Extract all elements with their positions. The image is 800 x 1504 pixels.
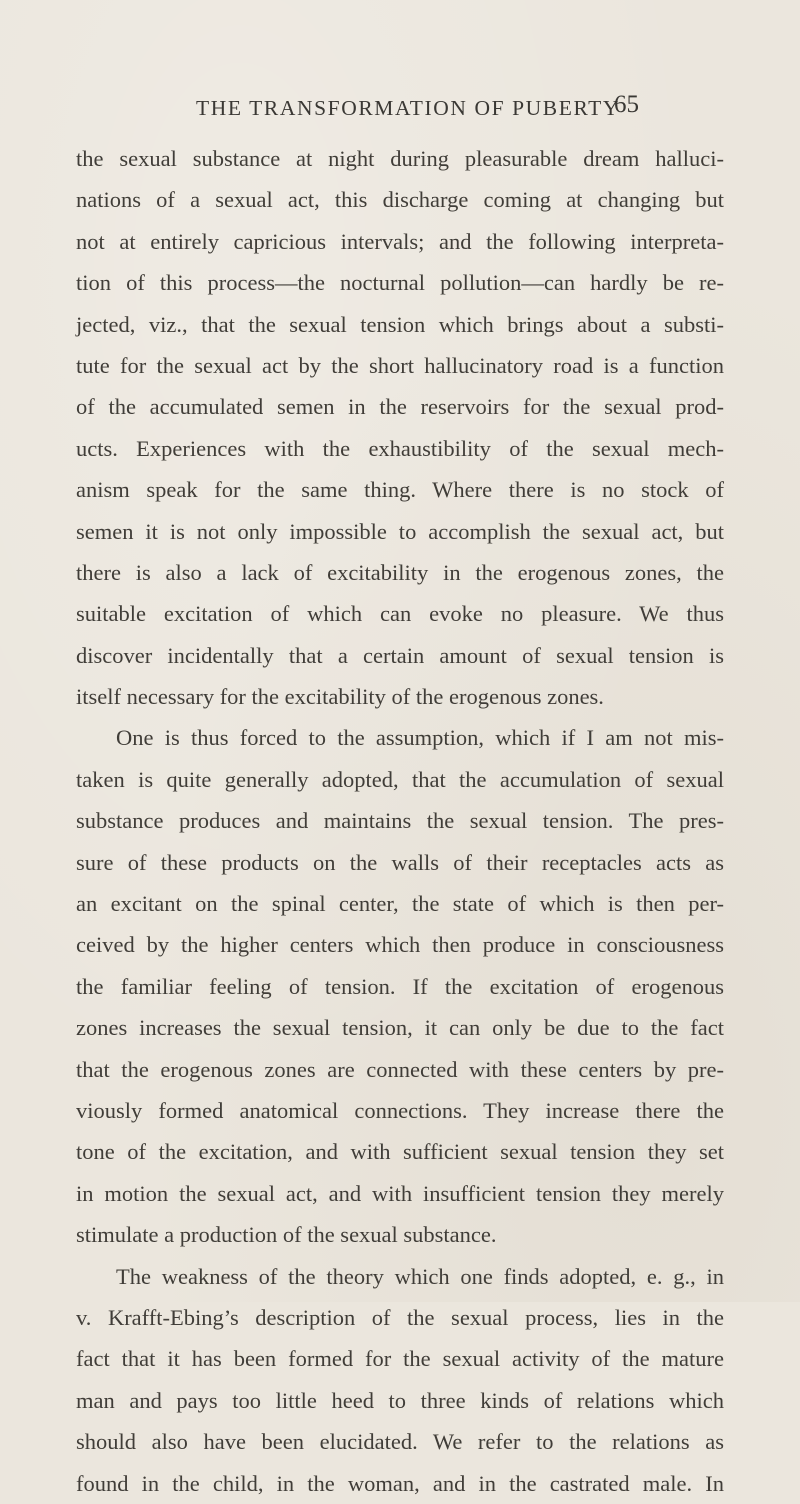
text-line: should also have been elucidated. We refer to the relations as	[76, 1429, 724, 1455]
text-line: in motion the sexual act, and with insufficient tension they merely	[76, 1180, 724, 1206]
body-text	[76, 138, 724, 1504]
text-line: ceived by the higher centers which then produce in consciousness	[76, 932, 724, 958]
text-line: of the accumulated semen in the reservoirs for the sexual prod-	[76, 394, 724, 420]
text-line: there is also a lack of excitability in the erogenous zones, the	[76, 559, 724, 585]
text-line: ucts. Experiences with the exhaustibility of the sexual mech-	[76, 435, 724, 461]
text-line: v. Krafft-Ebing’s description of the sexual process, lies in the	[76, 1304, 724, 1330]
text-line: fact that it has been formed for the sexual activity of the mature	[76, 1346, 724, 1372]
text-line: anism speak for the same thing. Where there is no stock of	[76, 477, 724, 503]
text-line: an excitant on the spinal center, the state of which is then per-	[76, 891, 724, 917]
text-line: tone of the excitation, and with sufficient sexual tension they set	[76, 1139, 724, 1165]
text-line: taken is quite generally adopted, that the accumulation of sexual	[76, 766, 724, 792]
text-line: not at entirely capricious intervals; and the following interpreta-	[76, 228, 724, 254]
text-line: itself necessary for the excitability of the erogenous zones.	[76, 684, 604, 710]
text-line: substance produces and maintains the sexual tension. The pres-	[76, 808, 724, 834]
text-line: the familiar feeling of tension. If the excitation of erogenous	[76, 973, 724, 999]
text-line: One is thus forced to the assumption, which if I am not mis-	[116, 725, 724, 751]
text-line: zones increases the sexual tension, it can only be due to the fact	[76, 1015, 724, 1041]
text-line: tion of this process—the nocturnal pollution—can hardly be re-	[76, 270, 724, 296]
text-line: sure of these products on the walls of their receptacles acts as	[76, 849, 724, 875]
text-line: man and pays too little heed to three kinds of relations which	[76, 1387, 724, 1413]
text-line: the sexual substance at night during pleasurable dream halluci-	[76, 146, 724, 171]
text-line: discover incidentally that a certain amount of sexual tension is	[76, 642, 724, 668]
text-line: suitable excitation of which can evoke no pleasure. We thus	[76, 601, 724, 627]
text-line: semen it is not only impossible to accomplish the sexual act, but	[76, 518, 724, 544]
running-head: THE TRANSFORMATION OF PUBERTY	[196, 96, 620, 120]
text-line: found in the child, in the woman, and in the castrated male. In	[76, 1470, 724, 1496]
text-line: The weakness of the theory which one finds adopted, e. g., in	[116, 1263, 724, 1289]
text-line: viously formed anatomical connections. They increase there the	[76, 1097, 724, 1123]
text-line: that the erogenous zones are connected with these centers by pre-	[76, 1056, 724, 1082]
text-line: stimulate a production of the sexual substance.	[76, 1222, 497, 1248]
page-number: 65	[614, 91, 639, 118]
text-line: jected, viz., that the sexual tension which brings about a substi-	[76, 311, 724, 337]
text-line: tute for the sexual act by the short hallucinatory road is a function	[76, 352, 724, 378]
text-line: nations of a sexual act, this discharge coming at changing but	[76, 187, 724, 213]
